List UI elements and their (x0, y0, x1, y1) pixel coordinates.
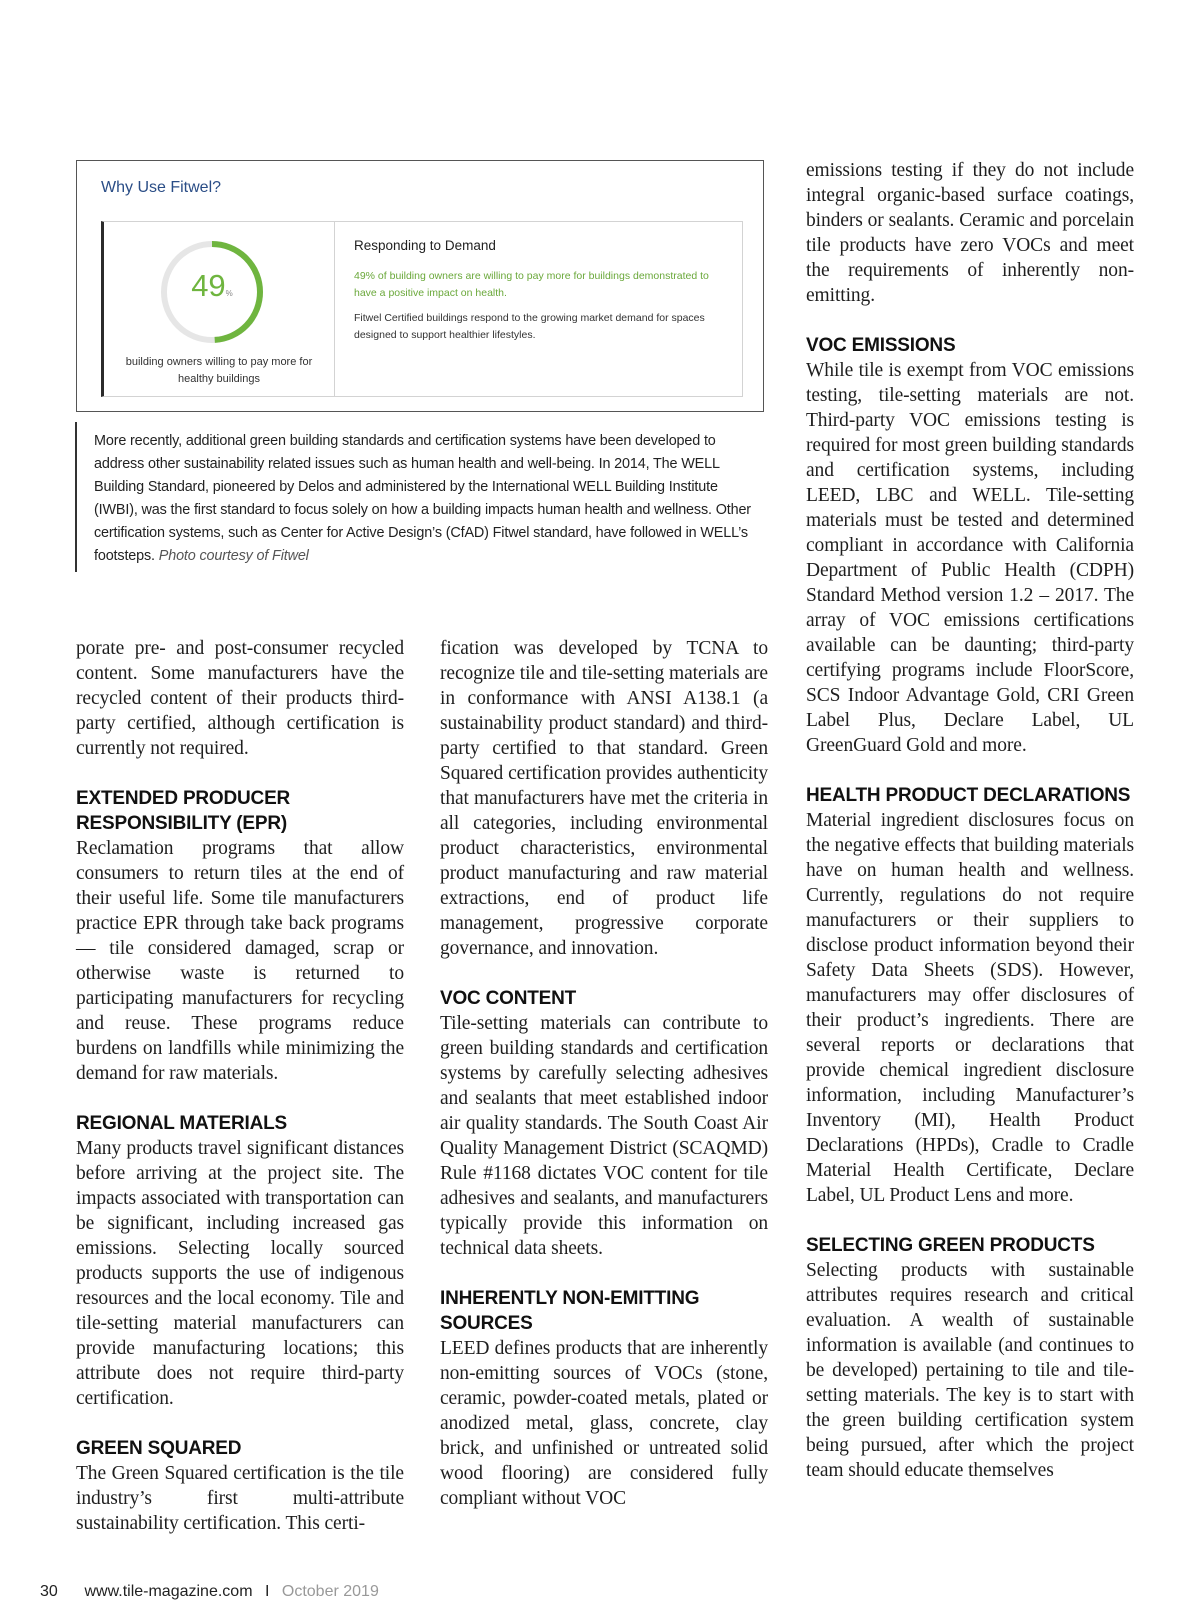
epr-body: Reclamation programs that allow consumers to return tiles at the end of their useful life. Some tile manufacturers practice EPR through take back programs — tile considered damaged, scrap or otherwise waste is returned to participating manufacturers for recycling and reuse. These programs reduce burdens on landfills while minimizing the demand for raw materials. (76, 838, 404, 1084)
hpd-body: Material ingredient disclosures focus on the negative effects that building materials have on human health and wellness. Currently, regulations do not require manufacturers or their suppliers to disclose product information beyond their Safety Data Sheets (SDS). However, manufacturers may offer disclosures of their product’s ingredients. There are several reports or declarations that provide chemical ingredient disclosure information, including Manufacturer’s Inventory (MI), Health Product Declarations (HPDs), Cradle to Cradle Material Health Certificate, Declare Label, UL Product Lens and more. (806, 810, 1134, 1206)
fitwel-figure (76, 160, 764, 412)
col2-intro: fication was developed by TCNA to recognize tile and tile-setting materials are in conformance with ANSI A138.1 (a sustainability product standard) and third-party certified to that standard. Green Squared certification provides authenticity that manufacturers have met the criteria in all categories, including environmental product characteristics, environmental product manufacturing and raw material extractions, end of product life management, progressive corporate governance, and innovation. (440, 638, 768, 959)
page-number: 30 (40, 1583, 58, 1600)
figure-divider (334, 222, 335, 396)
figure-panel (101, 221, 743, 397)
regional-heading: REGIONAL MATERIALS (76, 1113, 288, 1134)
selecting-heading: SELECTING GREEN PRODUCTS (806, 1235, 1095, 1256)
photo-credit: Photo courtesy of Fitwel (158, 548, 309, 564)
col3-intro: emissions testing if they do not include integral organic-based surface coatings, binders or sealants. Ceramic and porcelain tile products have zero VOCs and meet the requirements of inherently non-emitting. (806, 160, 1134, 306)
regional-body: Many products travel significant distances before arriving at the project site. The impacts associated with transportation can be significant, including increased gas emissions. Selecting locally sourced products supports the use of indigenous resources and the local economy. Tile and tile-setting material manufacturers can provide manufacturing locations; this attribute does not require third-party certification. (76, 1138, 404, 1409)
voc-content-heading: VOC CONTENT (440, 988, 577, 1009)
hpd-heading: HEALTH PRODUCT DECLARATIONS (806, 785, 1131, 806)
col1-intro: porate pre- and post-consumer recycled content. Some manufacturers have the recycled content of their products third-party certified, although certification is currently not required. (76, 638, 404, 759)
selecting-body: Selecting products with sustainable attributes requires research and critical evaluation. A wealth of sustainable information is available (and continues to be developed) pertaining to tile and tile-setting materials. The key is to start with the green building certification system being pursued, after which the project team should educate themselves (806, 1260, 1134, 1481)
figure-heading: Responding to Demand (354, 238, 496, 253)
page-footer (40, 1583, 379, 1601)
caption-text: More recently, additional green building standards and certification systems have been developed to address other sustainability related issues such as human health and well-being. In 2014, The WELL Building Standard, pioneered by Delos and administered by the International WELL Building Institute (IWBI), was the first standard to focus solely on how a building impacts human health and wellness. Other certification systems, such as Center for Active Design’s (CfAD) Fitwel standard, have followed in WELL’s footsteps. (94, 433, 751, 564)
figure-caption (94, 430, 760, 568)
website-link[interactable]: www.tile-magazine.com (84, 1583, 253, 1600)
column-3 (806, 158, 1134, 1483)
stat-caption: building owners willing to pay more for healthy buildings (125, 356, 313, 385)
figure-title: Why Use Fitwel? (101, 179, 222, 196)
green-squared-body: The Green Squared certification is the tile industry’s first multi-attribute sustainability certification. This certi- (76, 1463, 404, 1534)
stat-unit: % (225, 289, 233, 298)
footer-separator: I (264, 1583, 270, 1600)
voc-content-body: Tile-setting materials can contribute to green building standards and certification systems by carefully selecting adhesives and sealants that meet established indoor air quality standards. The South Coast Air Quality Management District (SCAQMD) Rule #1168 dictates VOC content for tile adhesives and sealants, and manufacturers typically provide this information on technical data sheets. (440, 1013, 768, 1259)
epr-heading: EXTENDED PRODUCER RESPONSIBILITY (EPR) (76, 788, 291, 834)
green-squared-heading: GREEN SQUARED (76, 1438, 242, 1459)
voc-emissions-heading: VOC EMISSIONS (806, 335, 956, 356)
figure-highlight: 49% of building owners are willing to pay more for buildings demonstrated to have a positive impact on health. (354, 270, 709, 299)
non-emitting-heading: INHERENTLY NON-EMITTING SOURCES (440, 1288, 700, 1334)
column-2 (440, 636, 768, 1511)
voc-emissions-body: While tile is exempt from VOC emissions testing, tile-setting materials are not. Third-party VOC emissions testing is required for most green building standards and certification systems, including LEED, LBC and WELL. Tile-setting materials must be tested and determined compliant in accordance with California Department of Public Health (CDPH) Standard Method version 1.2 – 2017. The array of VOC emissions certifications available can be daunting; third-party certifying programs include FloorScore, SCS Indoor Advantage Gold, CRI Green Label Plus, Declare Label, UL GreenGuard Gold and more. (806, 360, 1134, 756)
stat-value-wrap (156, 268, 268, 304)
stat-value: 49 (191, 268, 226, 303)
caption-rule (75, 422, 77, 572)
issue-date: October 2019 (281, 1583, 379, 1600)
non-emitting-body: LEED defines products that are inherently non-emitting sources of VOCs (stone, ceramic, powder-coated metals, plated or anodized metal, glass, concrete, clay brick, and unfinished or untreated solid wood flooring) are considered fully compliant without VOC (440, 1338, 768, 1509)
column-1 (76, 636, 404, 1536)
figure-body: Fitwel Certified buildings respond to the growing market demand for spaces designed to support healthier lifestyles. (354, 312, 705, 341)
